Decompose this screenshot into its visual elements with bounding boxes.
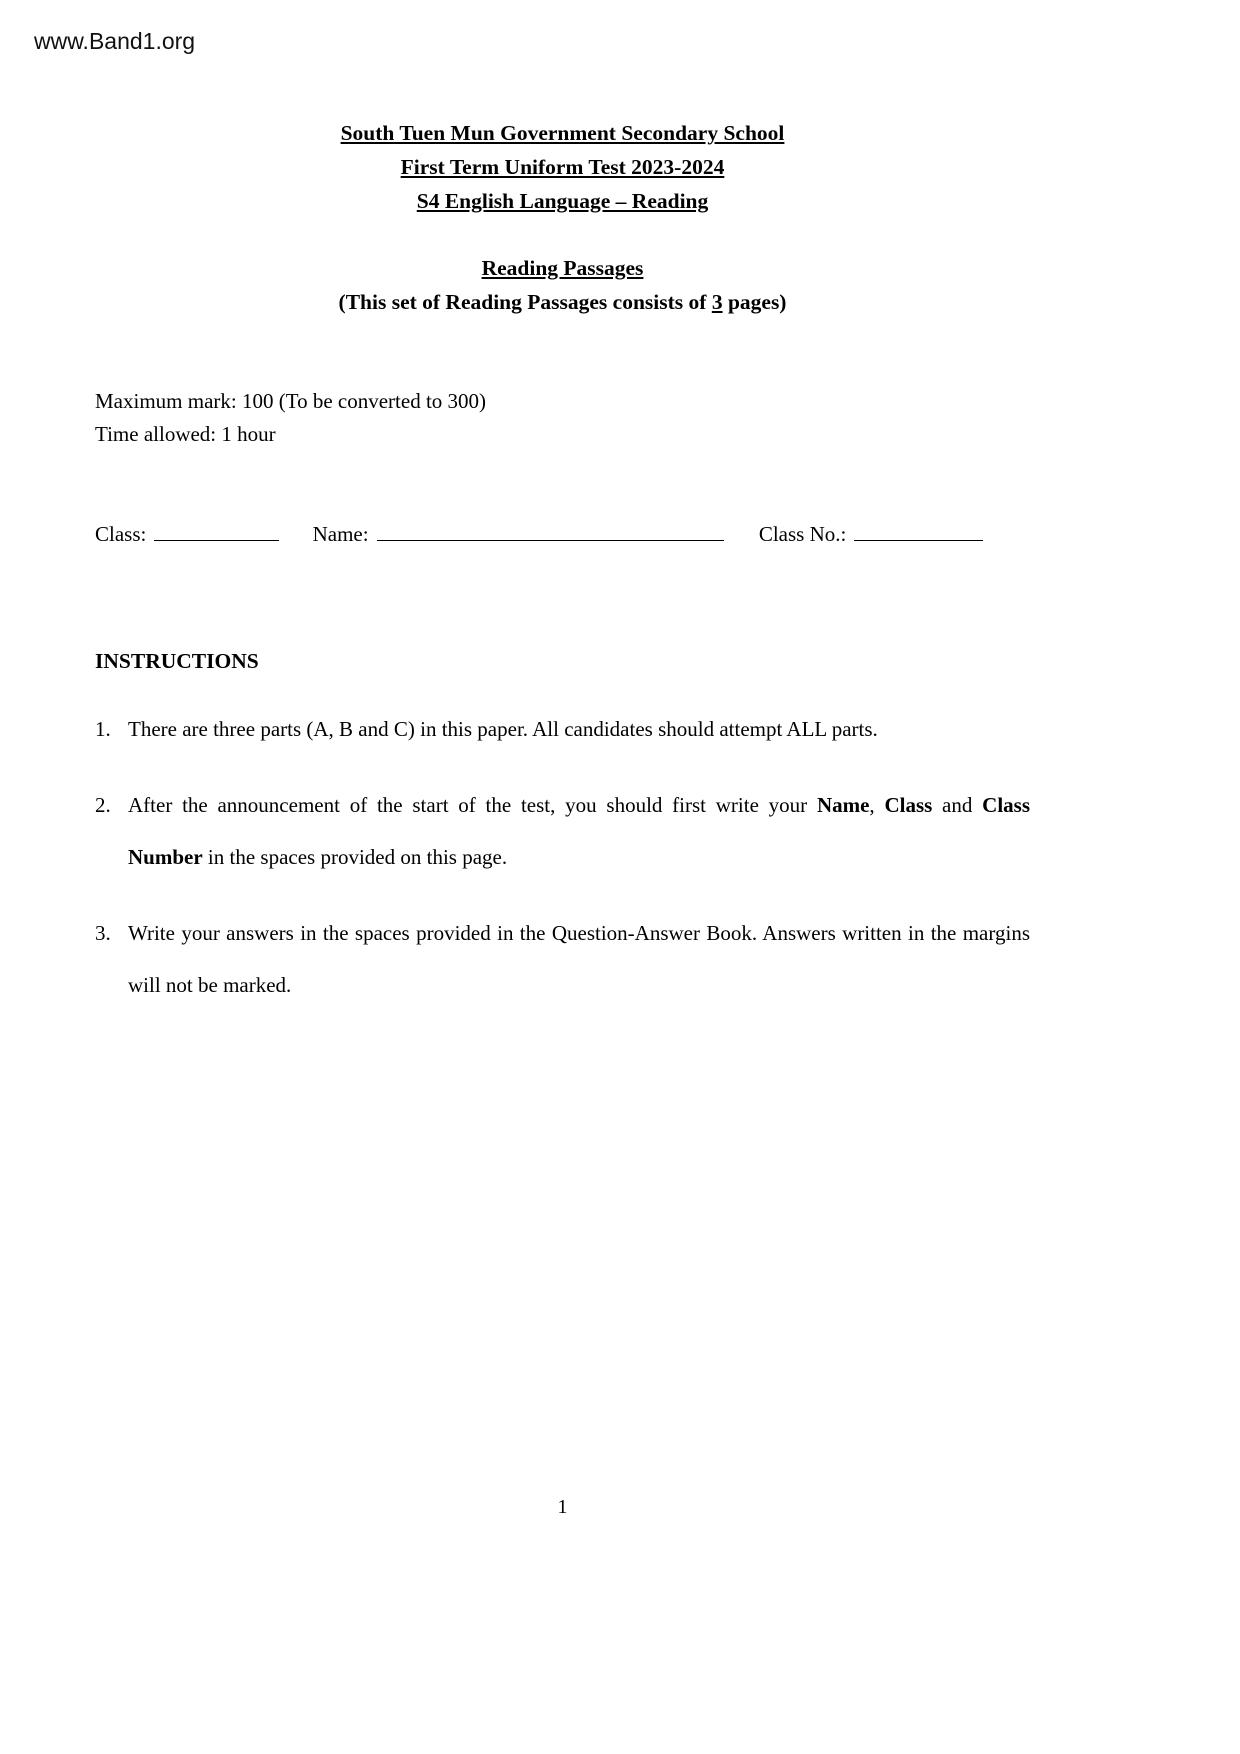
name-blank-line bbox=[377, 521, 724, 541]
watermark: www.Band1.org bbox=[34, 28, 196, 54]
instruction-item bbox=[95, 779, 1030, 883]
test-title: First Term Uniform Test 2023-2024 bbox=[400, 155, 725, 179]
instruction-number: 2. bbox=[95, 793, 111, 817]
class-blank-line bbox=[154, 521, 279, 541]
instruction-item bbox=[95, 907, 1030, 1011]
passage-title: Reading Passages bbox=[481, 256, 644, 280]
page-number: 1 bbox=[557, 1496, 568, 1518]
class-label: Class: bbox=[95, 522, 147, 546]
subject-line: S4 English Language – Reading bbox=[416, 189, 709, 213]
passage-title-block bbox=[95, 251, 1030, 319]
passage-note-pages: 3 bbox=[711, 290, 723, 314]
instruction-text: After the announcement of the start of the test, you should first write your Name, Class and Class Number in the spaces provided on this page. bbox=[128, 793, 1031, 869]
instruction-item bbox=[95, 703, 1030, 755]
student-fields-row bbox=[95, 521, 1030, 547]
document-header bbox=[95, 116, 1030, 218]
exam-info bbox=[95, 385, 1030, 451]
class-no-blank-line bbox=[854, 521, 983, 541]
school-name: South Tuen Mun Government Secondary School bbox=[340, 121, 785, 145]
passage-note bbox=[95, 285, 1030, 319]
passage-note-prefix: (This set of Reading Passages consists of bbox=[338, 290, 712, 314]
instruction-number: 1. bbox=[95, 717, 111, 741]
class-no-label: Class No.: bbox=[758, 522, 847, 546]
instruction-text: There are three parts (A, B and C) in this paper. All candidates should attempt ALL parts. bbox=[128, 717, 878, 741]
time-allowed-line: Time allowed: 1 hour bbox=[95, 422, 276, 446]
name-label: Name: bbox=[312, 522, 369, 546]
instruction-text: Write your answers in the spaces provided in the Question-Answer Book. Answers written in the margins will not be marked. bbox=[128, 921, 1030, 997]
instructions-heading: INSTRUCTIONS bbox=[95, 649, 259, 673]
instruction-number: 3. bbox=[95, 921, 111, 945]
instructions-list bbox=[95, 703, 1030, 1011]
passage-note-suffix: pages) bbox=[722, 290, 787, 314]
max-mark-line: Maximum mark: 100 (To be converted to 300) bbox=[95, 389, 487, 413]
page-content bbox=[95, 0, 1030, 1011]
